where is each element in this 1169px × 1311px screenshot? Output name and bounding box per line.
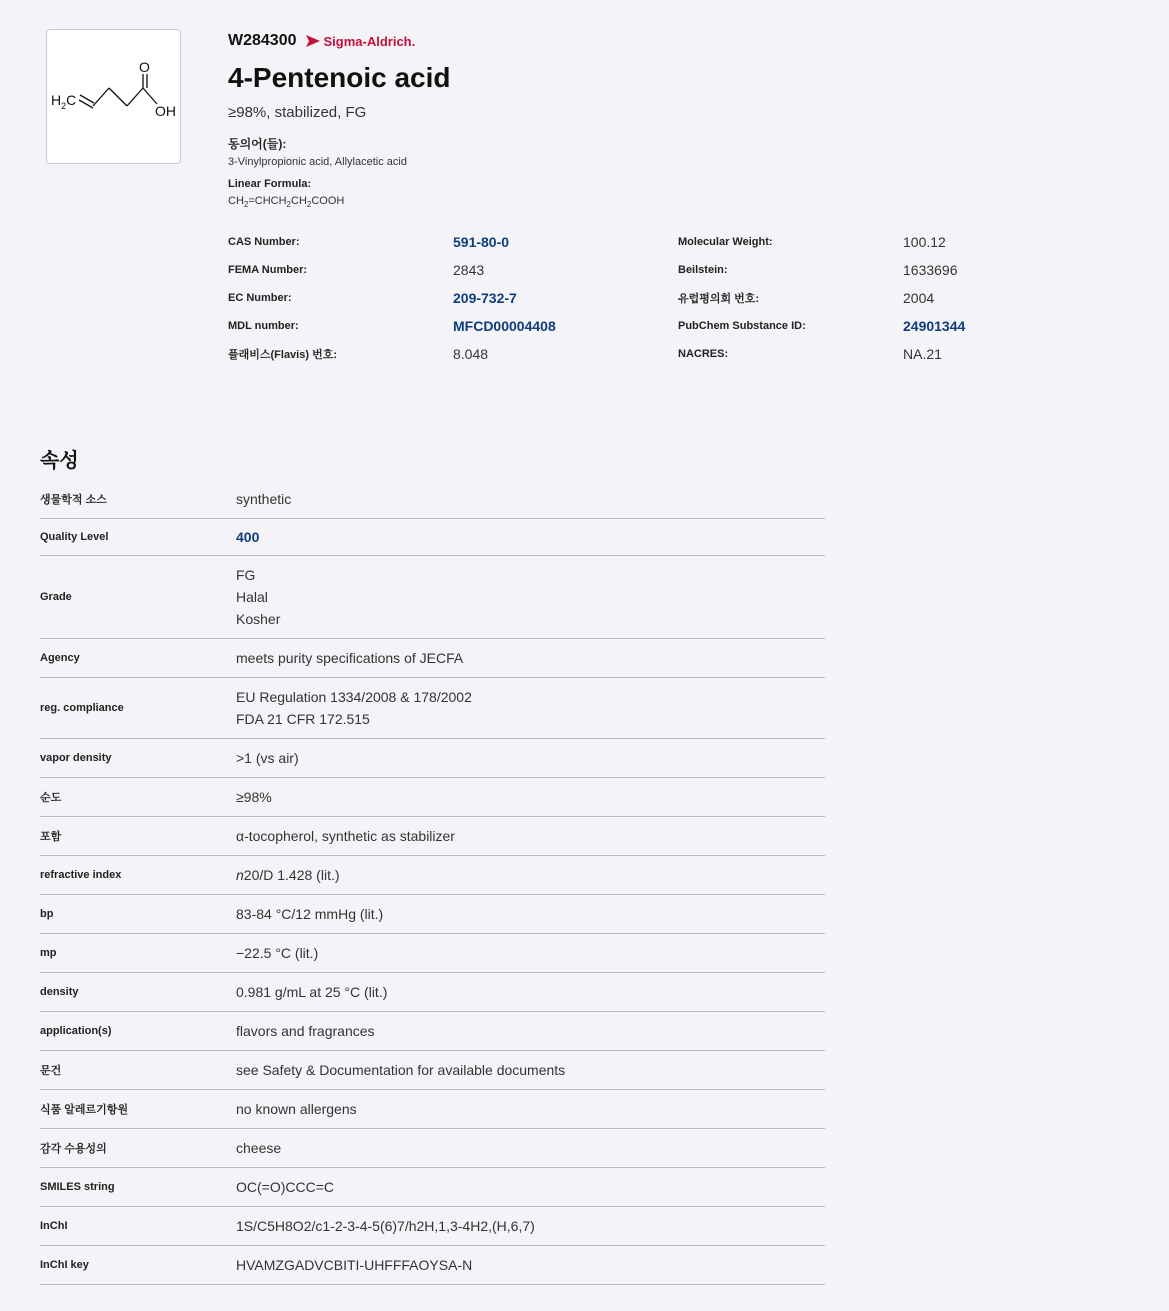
property-label: mp [40, 947, 57, 959]
property-row [40, 1051, 825, 1090]
property-values [236, 1176, 825, 1198]
property-row [40, 739, 825, 778]
linear-formula-label: Linear Formula: [228, 178, 312, 190]
product-subtitle: ≥98%, stabilized, FG [228, 104, 367, 121]
oxygen-label: O [139, 59, 150, 75]
property-values [236, 1215, 825, 1237]
property-value: 83-84 °C/12 mmHg (lit.) [236, 906, 384, 922]
property-values [236, 903, 825, 925]
identifier-label: FEMA Number: [228, 264, 308, 276]
identifier-label: 유럽평의회 번호: [678, 293, 760, 305]
identifier-row [228, 228, 1128, 256]
property-label: 순도 [40, 792, 62, 804]
property-label: reg. compliance [40, 702, 124, 714]
identifier-label: PubChem Substance ID: [678, 320, 806, 332]
identifier-value: 1633696 [903, 262, 958, 278]
property-values [236, 1098, 825, 1120]
property-value: FDA 21 CFR 172.515 [236, 711, 370, 727]
property-row [40, 1090, 825, 1129]
property-values [236, 647, 825, 669]
property-row [40, 895, 825, 934]
identifier-value[interactable]: 209-732-7 [453, 290, 517, 306]
molecule-structure-diagram [47, 30, 180, 163]
property-value: Kosher [236, 611, 281, 627]
property-row [40, 1129, 825, 1168]
properties-table [40, 480, 825, 1285]
property-label: SMILES string [40, 1181, 115, 1193]
property-label: density [40, 986, 79, 998]
product-title: 4-Pentenoic acid [228, 62, 451, 93]
property-row [40, 778, 825, 817]
property-value[interactable]: 400 [236, 529, 260, 545]
property-row [40, 678, 825, 739]
identifier-row [228, 312, 1128, 340]
identifier-value[interactable]: 24901344 [903, 318, 966, 334]
property-values [236, 1137, 825, 1159]
property-values [236, 488, 825, 510]
identifier-row [228, 256, 1128, 284]
property-value: flavors and fragrances [236, 1023, 375, 1039]
linear-formula-value: $CH_2=CHCH_2CH_2COOH$ [228, 195, 345, 210]
property-label: application(s) [40, 1025, 112, 1037]
property-value: 0.981 g/mL at 25 °C (lit.) [236, 984, 388, 1000]
identifier-value: 8.048 [453, 346, 489, 362]
property-value: cheese [236, 1140, 282, 1156]
property-value: OC(=O)CCC=C [236, 1179, 335, 1195]
property-value: 1S/C5H8O2/c1-2-3-4-5(6)7/h2H,1,3-4H2,(H,6,7) [236, 1218, 535, 1234]
identifier-label: Molecular Weight: [678, 236, 773, 248]
property-label: 생물학적 소스 [40, 494, 107, 506]
product-sku: W284300 [228, 32, 297, 49]
property-value: meets purity specifications of JECFA [236, 650, 464, 666]
hydroxyl-label: OH [155, 103, 176, 119]
synonyms-value: 3-Vinylpropionic acid, Allylacetic acid [228, 156, 407, 168]
property-values [236, 1020, 825, 1042]
property-label: InChI key [40, 1259, 89, 1271]
property-value: synthetic [236, 491, 292, 507]
property-row [40, 639, 825, 678]
property-row [40, 817, 825, 856]
identifier-value[interactable]: 591-80-0 [453, 234, 510, 250]
property-value: EU Regulation 1334/2008 & 178/2002 [236, 689, 472, 705]
identifier-label: 플래비스(Flavis) 번호: [228, 349, 337, 361]
identifier-value: NA.21 [903, 346, 942, 362]
identifier-row [228, 284, 1128, 312]
property-label: Grade [40, 591, 72, 603]
identifier-label: Beilstein: [678, 264, 728, 276]
property-value: −22.5 °C (lit.) [236, 945, 319, 961]
property-values [236, 825, 825, 847]
property-label: bp [40, 908, 54, 920]
identifier-label: CAS Number: [228, 236, 300, 248]
brand-arrow-icon [306, 35, 320, 47]
property-value: HVAMZGADVCBITI-UHFFFAOYSA-N [236, 1257, 473, 1273]
property-values [236, 942, 825, 964]
property-values [236, 1254, 825, 1276]
brand-logo[interactable] [306, 34, 416, 49]
property-value: n20/D 1.428 (lit.) [236, 867, 340, 883]
property-values [236, 564, 825, 630]
property-row [40, 973, 825, 1012]
property-row [40, 1168, 825, 1207]
property-values [236, 864, 825, 886]
property-row [40, 1246, 825, 1285]
structure-image[interactable] [46, 29, 181, 164]
identifier-label: NACRES: [678, 348, 729, 360]
property-values [236, 786, 825, 808]
property-values [236, 1059, 825, 1081]
property-value: ≥98% [236, 789, 272, 805]
identifier-value[interactable]: MFCD00004408 [453, 318, 556, 334]
identifier-value: 2843 [453, 262, 485, 278]
property-row [40, 1012, 825, 1051]
property-row [40, 519, 825, 556]
property-label: vapor density [40, 752, 112, 764]
property-values [236, 526, 825, 548]
property-values [236, 747, 825, 769]
brand-name: Sigma-Aldrich. [323, 33, 416, 49]
property-value: no known allergens [236, 1101, 357, 1117]
property-value: >1 (vs air) [236, 750, 299, 766]
property-label: 감각 수용성의 [40, 1143, 107, 1155]
property-label: 포함 [40, 831, 62, 843]
identifier-value: 100.12 [903, 234, 946, 250]
identifiers-grid [228, 228, 1128, 368]
h2c-label: $H_2C$ [51, 92, 77, 111]
property-value: Halal [236, 589, 268, 605]
property-label: refractive index [40, 869, 122, 881]
property-label: InChI [40, 1220, 68, 1232]
identifier-label: EC Number: [228, 292, 292, 304]
property-values [236, 686, 825, 730]
property-value: see Safety & Documentation for available documents [236, 1062, 566, 1078]
identifier-value: 2004 [903, 290, 935, 306]
synonyms-label: 동의어(들): [228, 137, 287, 151]
identifier-label: MDL number: [228, 320, 299, 332]
property-row [40, 556, 825, 639]
property-row [40, 934, 825, 973]
property-label: Quality Level [40, 531, 109, 543]
properties-title: 속성 [40, 450, 79, 472]
property-value: α-tocopherol, synthetic as stabilizer [236, 828, 455, 844]
property-label: 식품 알레르기항원 [40, 1104, 129, 1116]
property-value: FG [236, 567, 256, 583]
property-row [40, 1207, 825, 1246]
identifier-row [228, 340, 1128, 368]
property-values [236, 981, 825, 1003]
property-label: 문건 [40, 1065, 62, 1077]
property-label: Agency [40, 652, 80, 664]
property-row [40, 480, 825, 519]
product-header [228, 30, 1128, 209]
property-row [40, 856, 825, 895]
